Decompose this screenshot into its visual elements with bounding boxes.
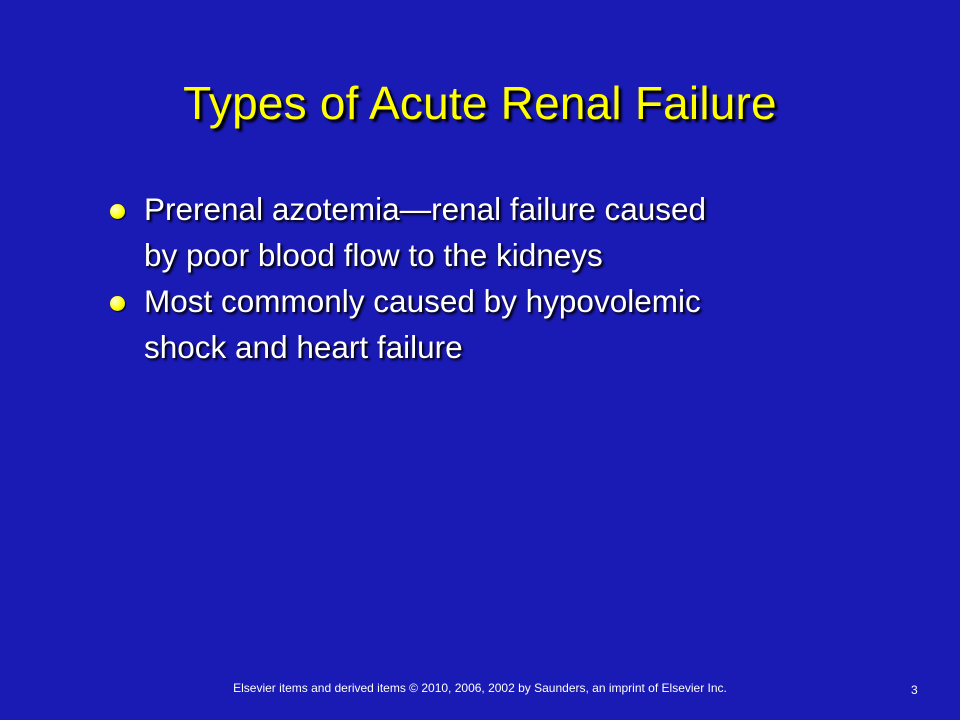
- bullet-line: Prerenal azotemia—renal failure caused: [144, 191, 707, 227]
- bullet-item: [106, 186, 866, 278]
- bullet-list: [106, 186, 866, 370]
- bullet-line: shock and heart failure: [144, 329, 463, 365]
- bullet-line: Most commonly caused by hypovolemic: [144, 283, 701, 319]
- bullet-dot-icon: [110, 296, 125, 311]
- copyright-footer: Elsevier items and derived items © 2010, 2006, 2002 by Saunders, an imprint of Elsevier Inc.: [233, 681, 727, 695]
- slide-title: Types of Acute Renal Failure: [183, 77, 777, 129]
- bullet-line: by poor blood flow to the kidneys: [144, 237, 603, 273]
- page-number: 3: [911, 683, 918, 697]
- bullet-item: [106, 278, 866, 370]
- bullet-dot-icon: [110, 204, 125, 219]
